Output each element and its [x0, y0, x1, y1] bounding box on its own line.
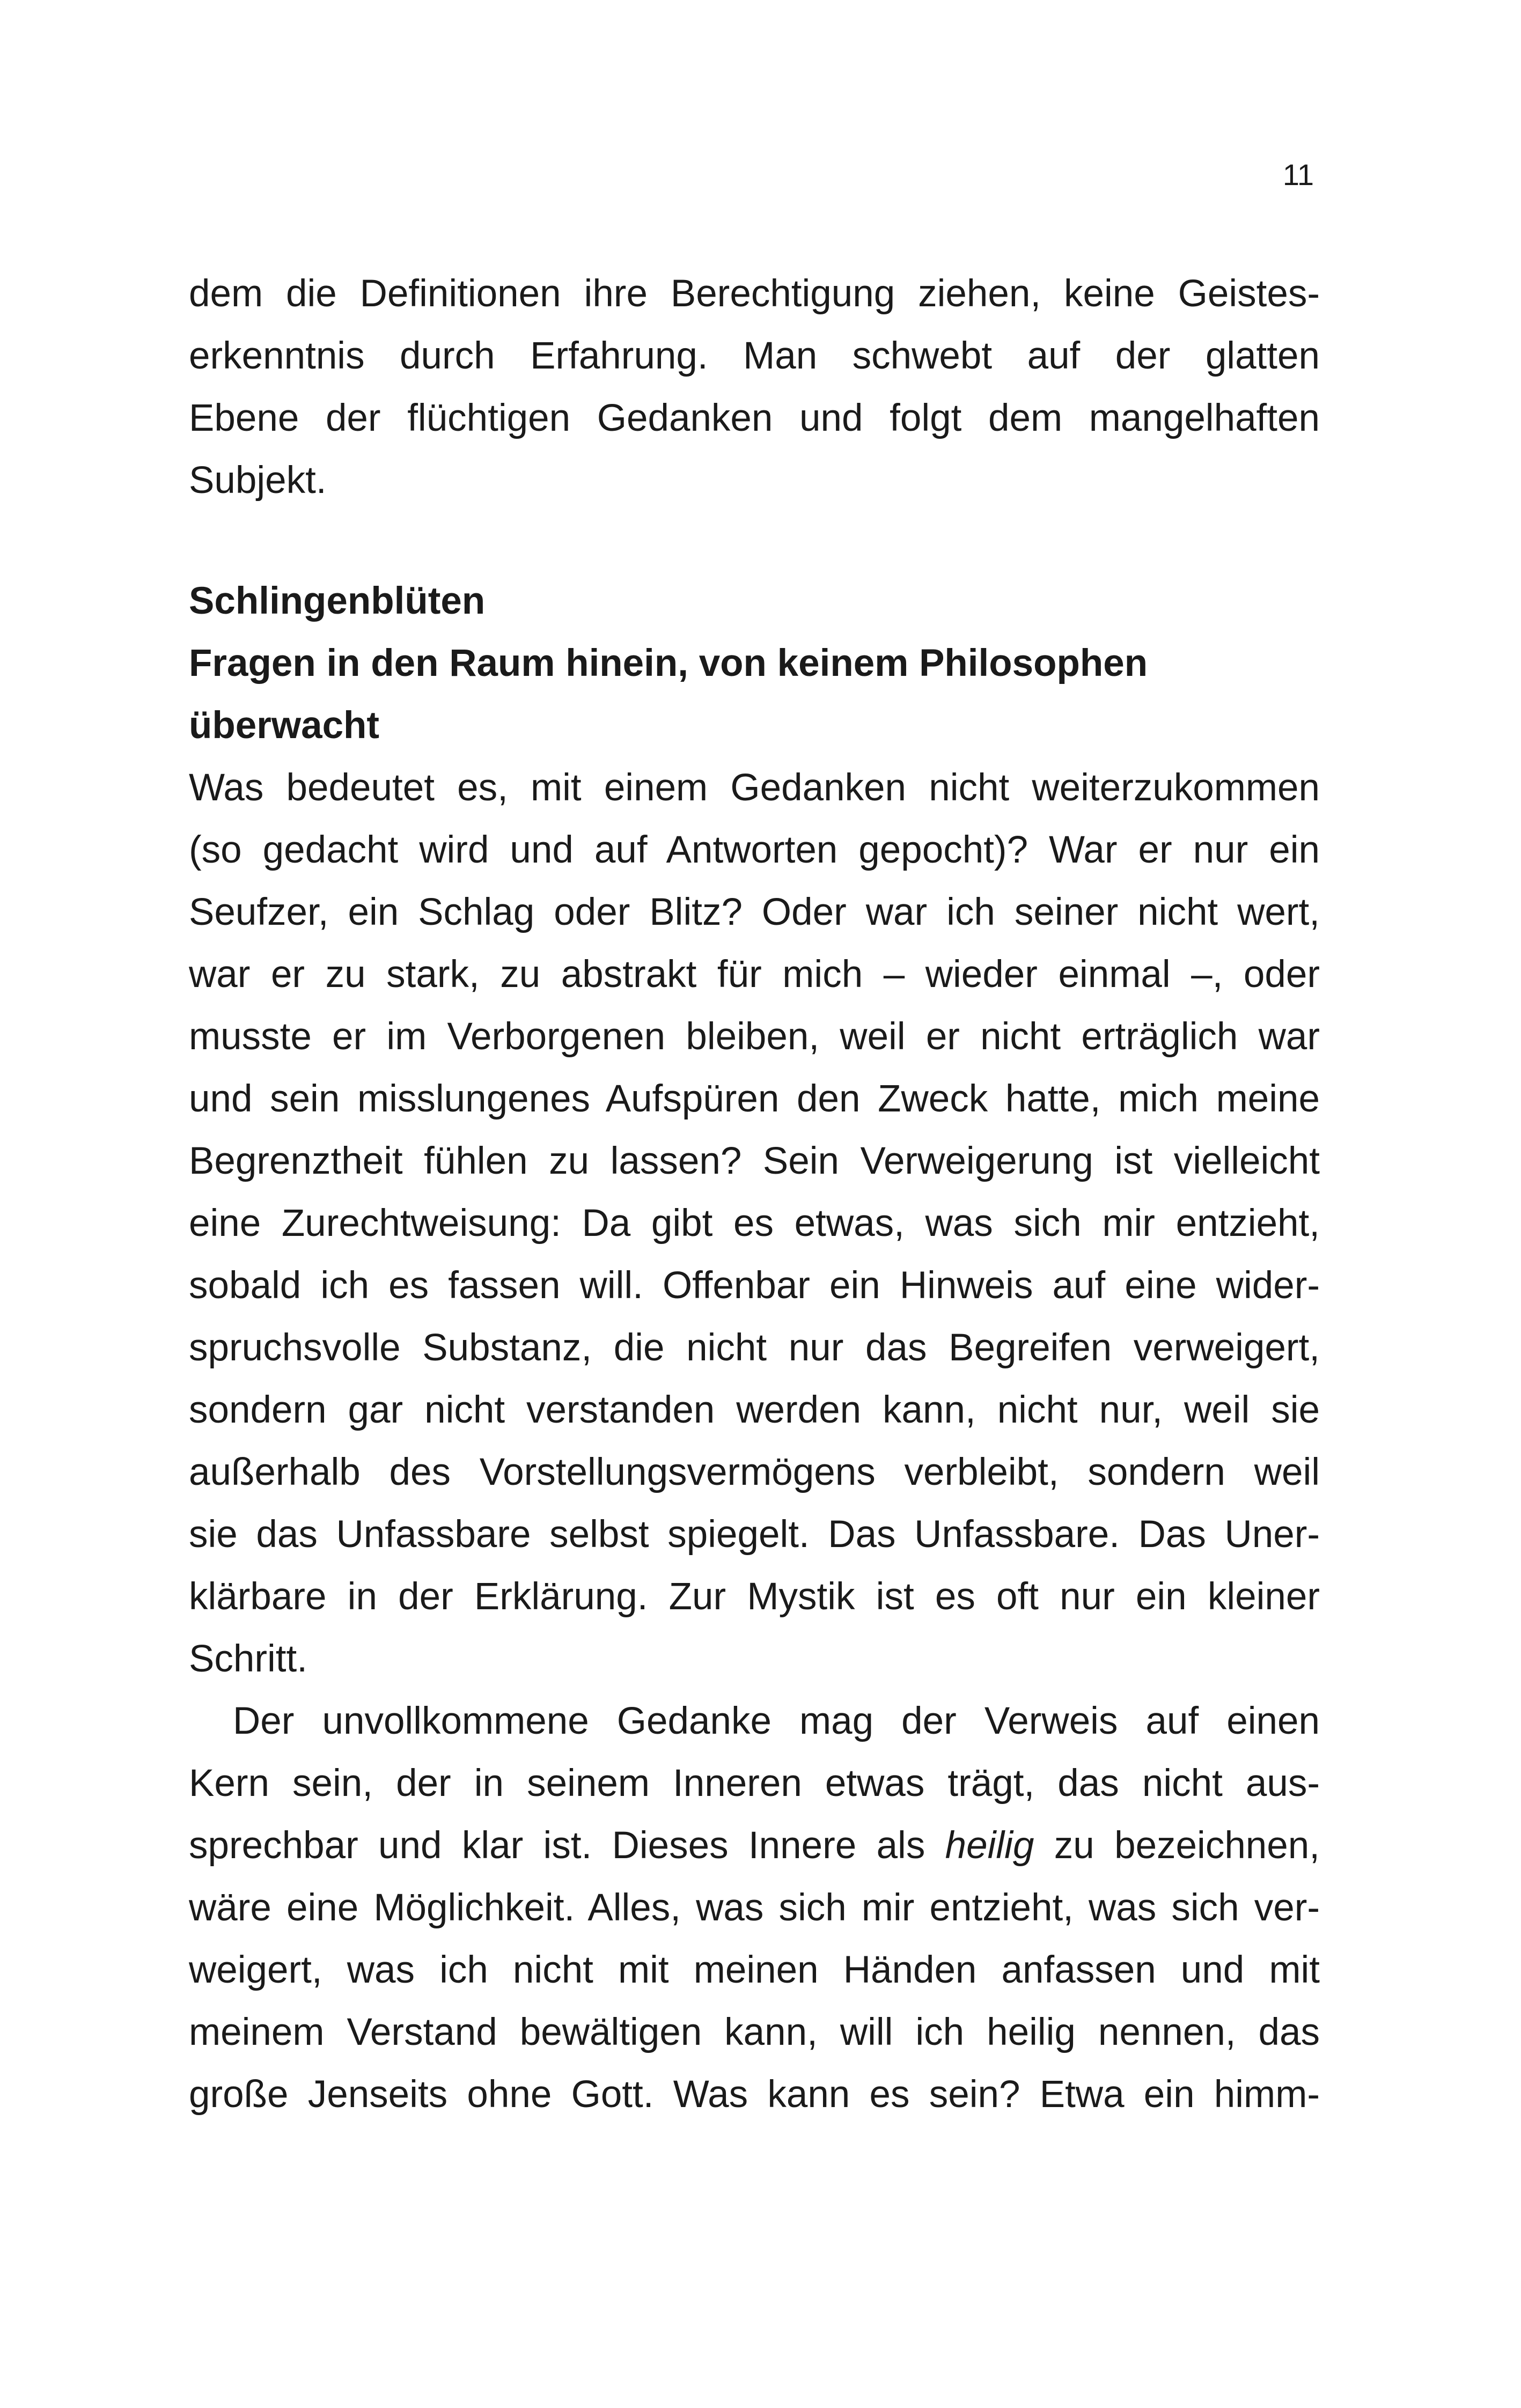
text-line	[189, 1815, 1320, 1877]
text-line: weigert, was ich nicht mit meinen Händen anfassen und mit	[189, 1949, 1320, 1991]
text-line: Subjekt.	[189, 459, 327, 502]
text-line: Was bedeutet es, mit einem Gedanken nicht weiterzukommen	[189, 767, 1320, 809]
text-line: (so gedacht wird und auf Antworten gepocht)? War er nur ein	[189, 829, 1320, 871]
text-line: Kern sein, der in seinem Inneren etwas trägt, das nicht aus-	[189, 1762, 1320, 1805]
text-line: und sein misslungenes Aufspüren den Zweck hatte, mich meine	[189, 1078, 1320, 1120]
page-number: 11	[1282, 158, 1314, 192]
text-line: spruchsvolle Substanz, die nicht nur das Begreifen verweigert,	[189, 1327, 1320, 1369]
text-line: Der unvollkommene Gedanke mag der Verweis auf einen	[233, 1700, 1320, 1742]
intro-paragraph	[189, 263, 1320, 512]
text-line: klärbare in der Erklärung. Zur Mystik ist es oft nur ein kleiner	[189, 1575, 1320, 1618]
section-subtitle-line: überwacht	[189, 704, 380, 747]
text-segment: zu bezeichnen,	[1034, 1824, 1320, 1867]
section-heading	[189, 570, 1320, 757]
text-line: wäre eine Möglichkeit. Alles, was sich mir entzieht, was sich ver-	[189, 1887, 1320, 1929]
paragraph-2	[189, 1690, 1320, 2126]
text-line: außerhalb des Vorstellungsvermögens verbleibt, sondern weil	[189, 1451, 1320, 1493]
text-line: musste er im Verborgenen bleiben, weil er nicht erträglich war	[189, 1015, 1320, 1058]
section-subtitle-line: Fragen in den Raum hinein, von keinem Philosophen	[189, 642, 1148, 684]
text-line: Begrenztheit fühlen zu lassen? Sein Verweigerung ist vielleicht	[189, 1140, 1320, 1182]
text-line: Ebene der flüchtigen Gedanken und folgt dem mangelhaften	[189, 397, 1320, 439]
text-segment: sprechbar und klar ist. Dieses Innere als	[189, 1824, 945, 1867]
section-title: Schlingenblüten	[189, 580, 486, 622]
text-line: eine Zurechtweisung: Da gibt es etwas, was sich mir entzieht,	[189, 1202, 1320, 1244]
text-line: dem die Definitionen ihre Berechtigung ziehen, keine Geistes-	[189, 273, 1320, 315]
emphasized-word: heilig	[945, 1824, 1034, 1867]
text-line: große Jenseits ohne Gott. Was kann es sein? Etwa ein himm-	[189, 2073, 1320, 2116]
text-line: Seufzer, ein Schlag oder Blitz? Oder war ich seiner nicht wert,	[189, 891, 1320, 933]
text-line: sondern gar nicht verstanden werden kann, nicht nur, weil sie	[189, 1389, 1320, 1431]
text-line: war er zu stark, zu abstrakt für mich – wieder einmal –, oder	[189, 953, 1320, 996]
text-line: erkenntnis durch Erfahrung. Man schwebt auf der glatten	[189, 335, 1320, 377]
text-line: Schritt.	[189, 1638, 307, 1680]
text-line: sie das Unfassbare selbst spiegelt. Das Unfassbare. Das Uner-	[189, 1513, 1320, 1556]
text-line: meinem Verstand bewältigen kann, will ich heilig nennen, das	[189, 2011, 1320, 2053]
text-line: sobald ich es fassen will. Offenbar ein Hinweis auf eine wider-	[189, 1264, 1320, 1307]
paragraph-1	[189, 757, 1320, 1690]
